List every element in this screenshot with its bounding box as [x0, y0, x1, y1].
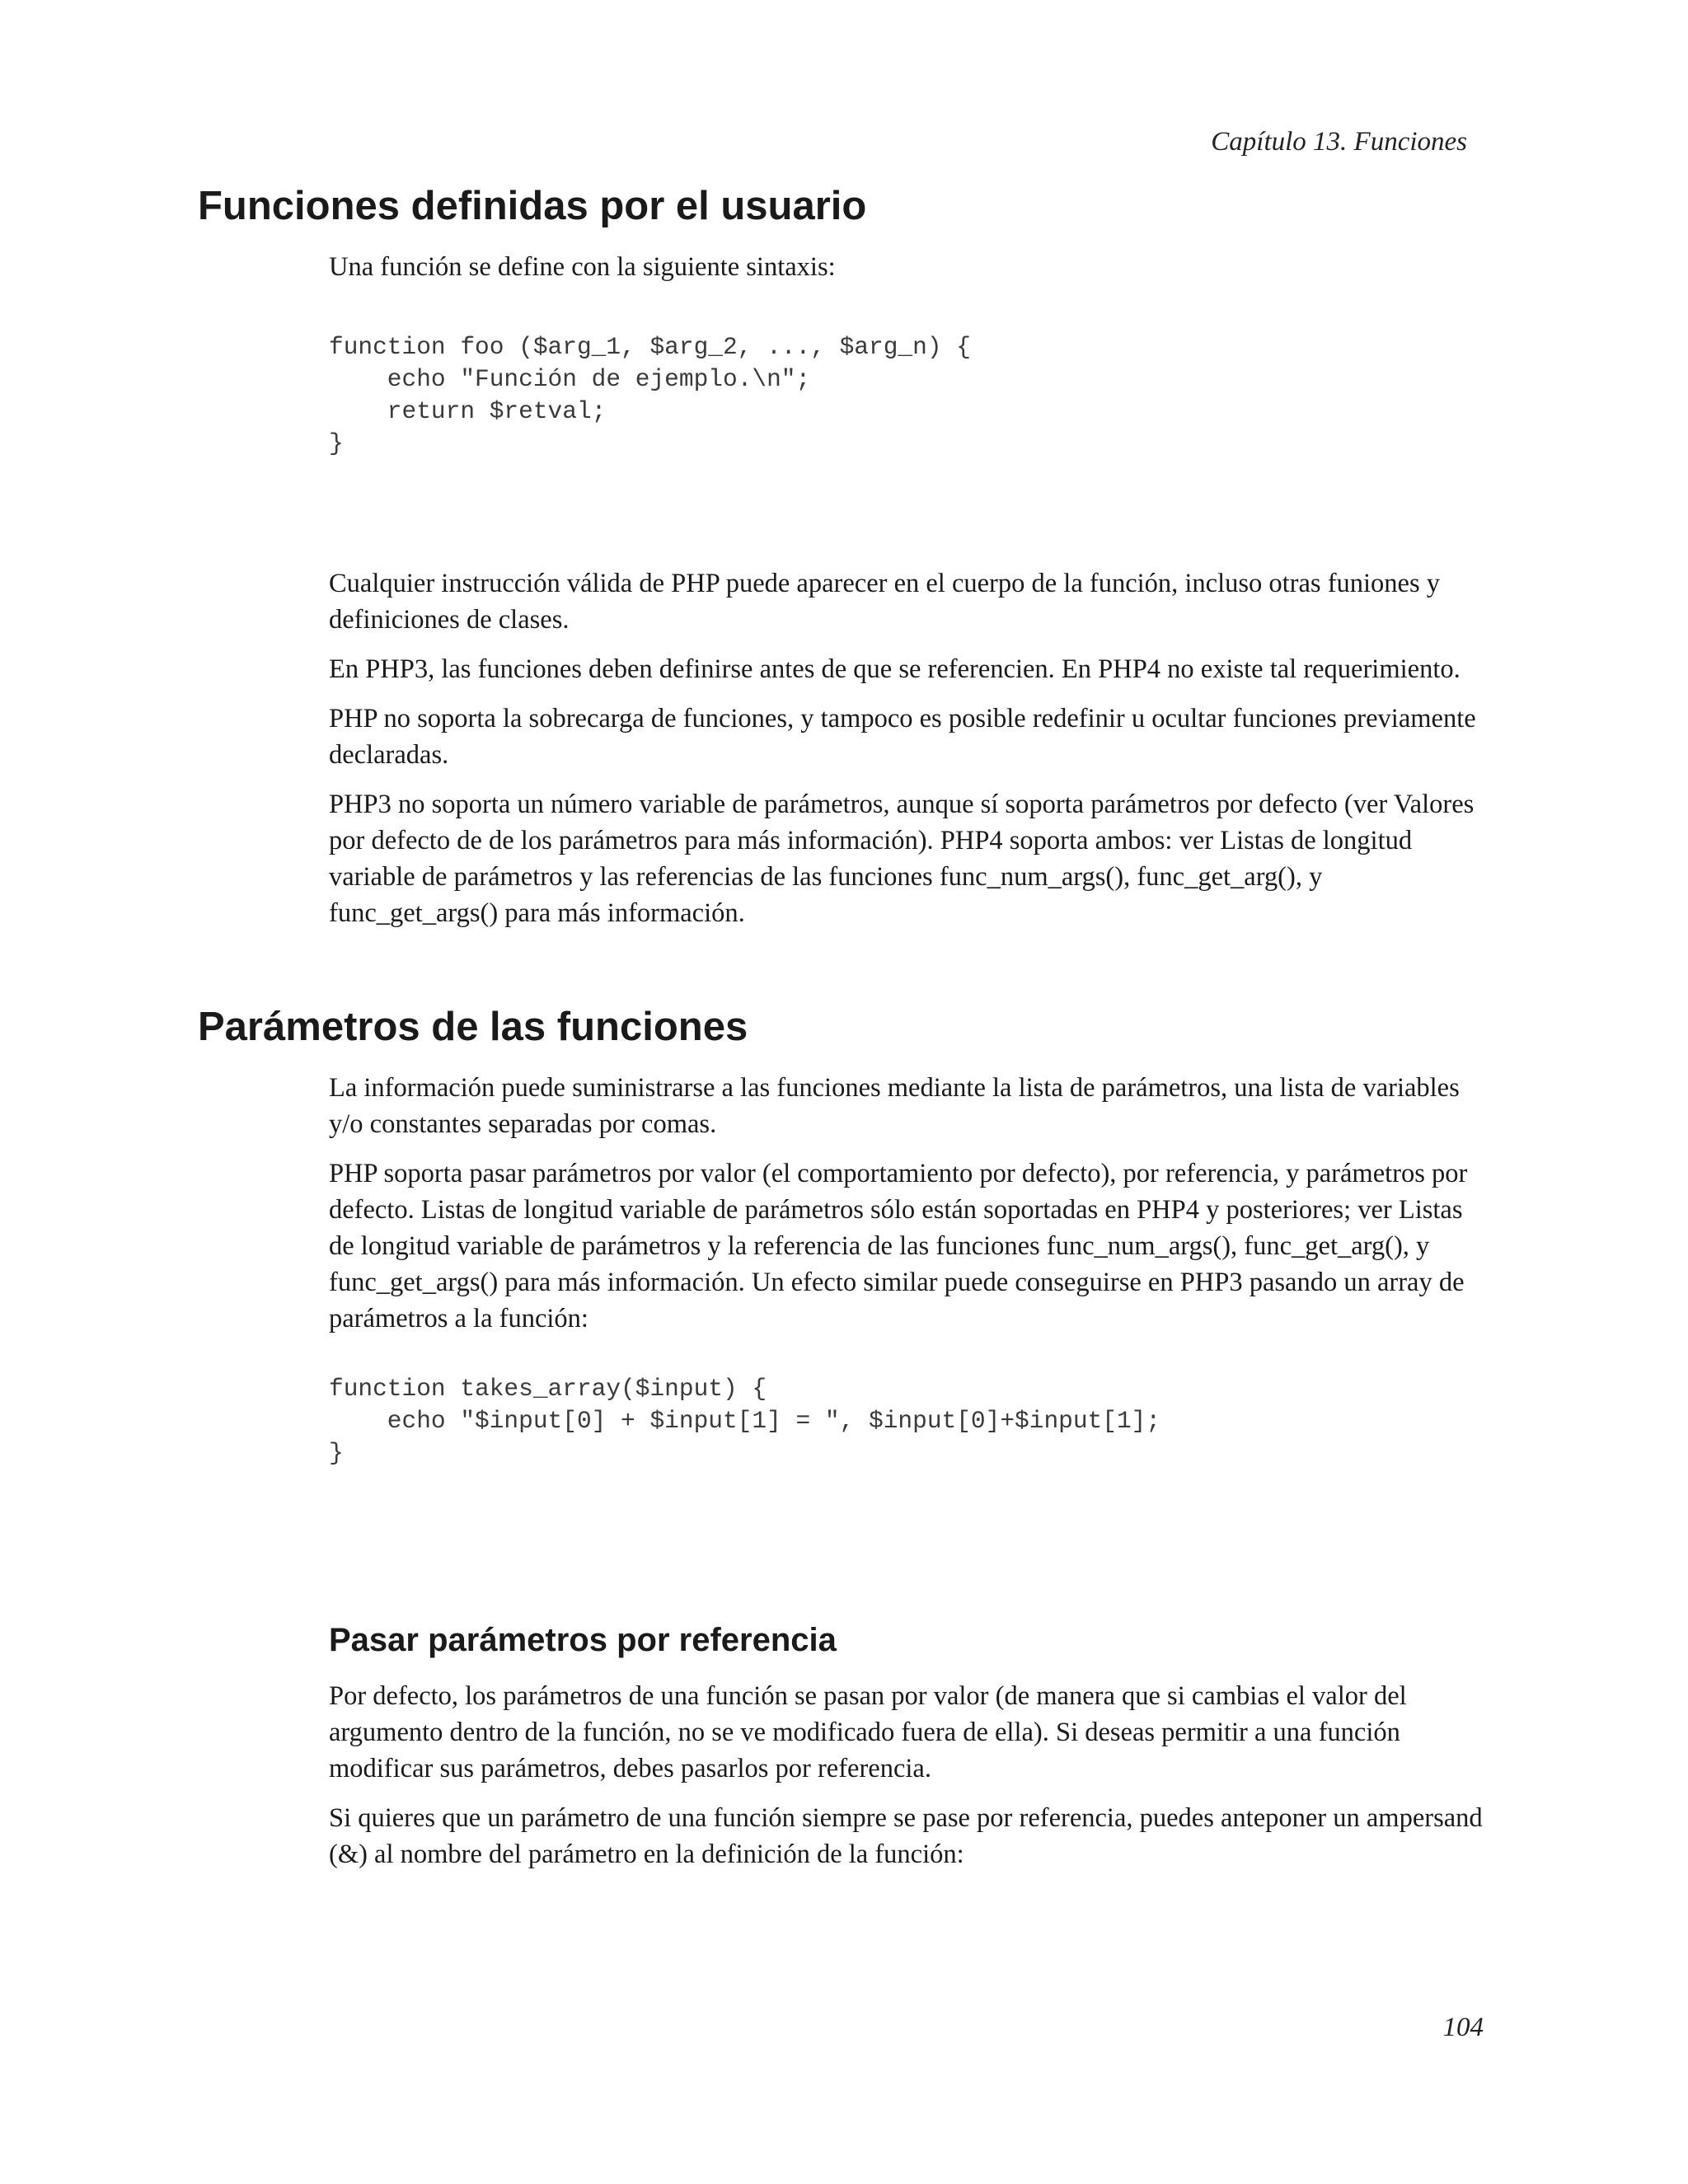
running-header: Capítulo 13. Funciones: [1211, 127, 1467, 157]
paragraph-php3-definition-order: En PHP3, las funciones deben definirse antes de que se referencien. En PHP4 no existe tal requerimiento.: [329, 654, 1461, 684]
paragraph-passing-modes: PHP soporta pasar parámetros por valor (el comportamiento por defecto), por referencia, y parámetros por defecto. Listas de longitud variable de parámetros sólo están soportadas en PHP4 y posteriores; ver Listas de longitud variable de parámetros y la referencia de las funciones func_num_args(), func_get_arg(), y func_get_args() para más información. Un efecto similar puede conseguirse en PHP3 pasando un array de parámetros a la función:: [329, 1159, 1468, 1333]
intro-paragraph: Una función se define con la siguiente sintaxis:: [329, 252, 836, 282]
paragraph-no-overloading: PHP no soporta la sobrecarga de funciones, y tampoco es posible redefinir u ocultar funciones previamente declaradas.: [329, 704, 1476, 770]
paragraph-ampersand-reference: Si quieres que un parámetro de una función siempre se pase por referencia, puedes anteponer un ampersand (&) al nombre del parámetro en la definición de la función:: [329, 1803, 1483, 1869]
code-block-function-syntax: function foo ($arg_1, $arg_2, ..., $arg_n) { echo "Función de ejemplo.\n"; return $retval; }: [329, 333, 971, 457]
section-heading-user-defined-functions: Funciones definidas por el usuario: [198, 184, 867, 228]
page-number: 104: [1442, 2013, 1484, 2042]
section-heading-function-parameters: Parámetros de las funciones: [198, 1005, 748, 1049]
subsection-heading-pass-by-reference: Pasar parámetros por referencia: [329, 1622, 837, 1658]
paragraph-variable-parameters: PHP3 no soporta un número variable de parámetros, aunque sí soporta parámetros por defecto (ver Valores por defecto de de los parámetros para más información). PHP4 soporta ambos: ver Listas de longitud variable de parámetros y las referencias de las funciones func_num_args(), func_get_arg(), y func_get_args() para más información.: [329, 790, 1475, 928]
paragraph-valid-instructions: Cualquier instrucción válida de PHP puede aparecer en el cuerpo de la función, incluso otras funiones y definiciones de clases.: [329, 569, 1441, 635]
code-block-takes-array: function takes_array($input) { echo "$input[0] + $input[1] = ", $input[0]+$input[1]; }: [329, 1375, 1161, 1467]
paragraph-parameter-list: La información puede suministrarse a las funciones mediante la lista de parámetros, una lista de variables y/o constantes separadas por comas.: [329, 1073, 1460, 1139]
paragraph-pass-by-value-default: Por defecto, los parámetros de una función se pasan por valor (de manera que si cambias el valor del argumento dentro de la función, no se ve modificado fuera de ella). Si deseas permitir a una función modificar sus parámetros, debes pasarlos por referencia.: [329, 1681, 1407, 1783]
